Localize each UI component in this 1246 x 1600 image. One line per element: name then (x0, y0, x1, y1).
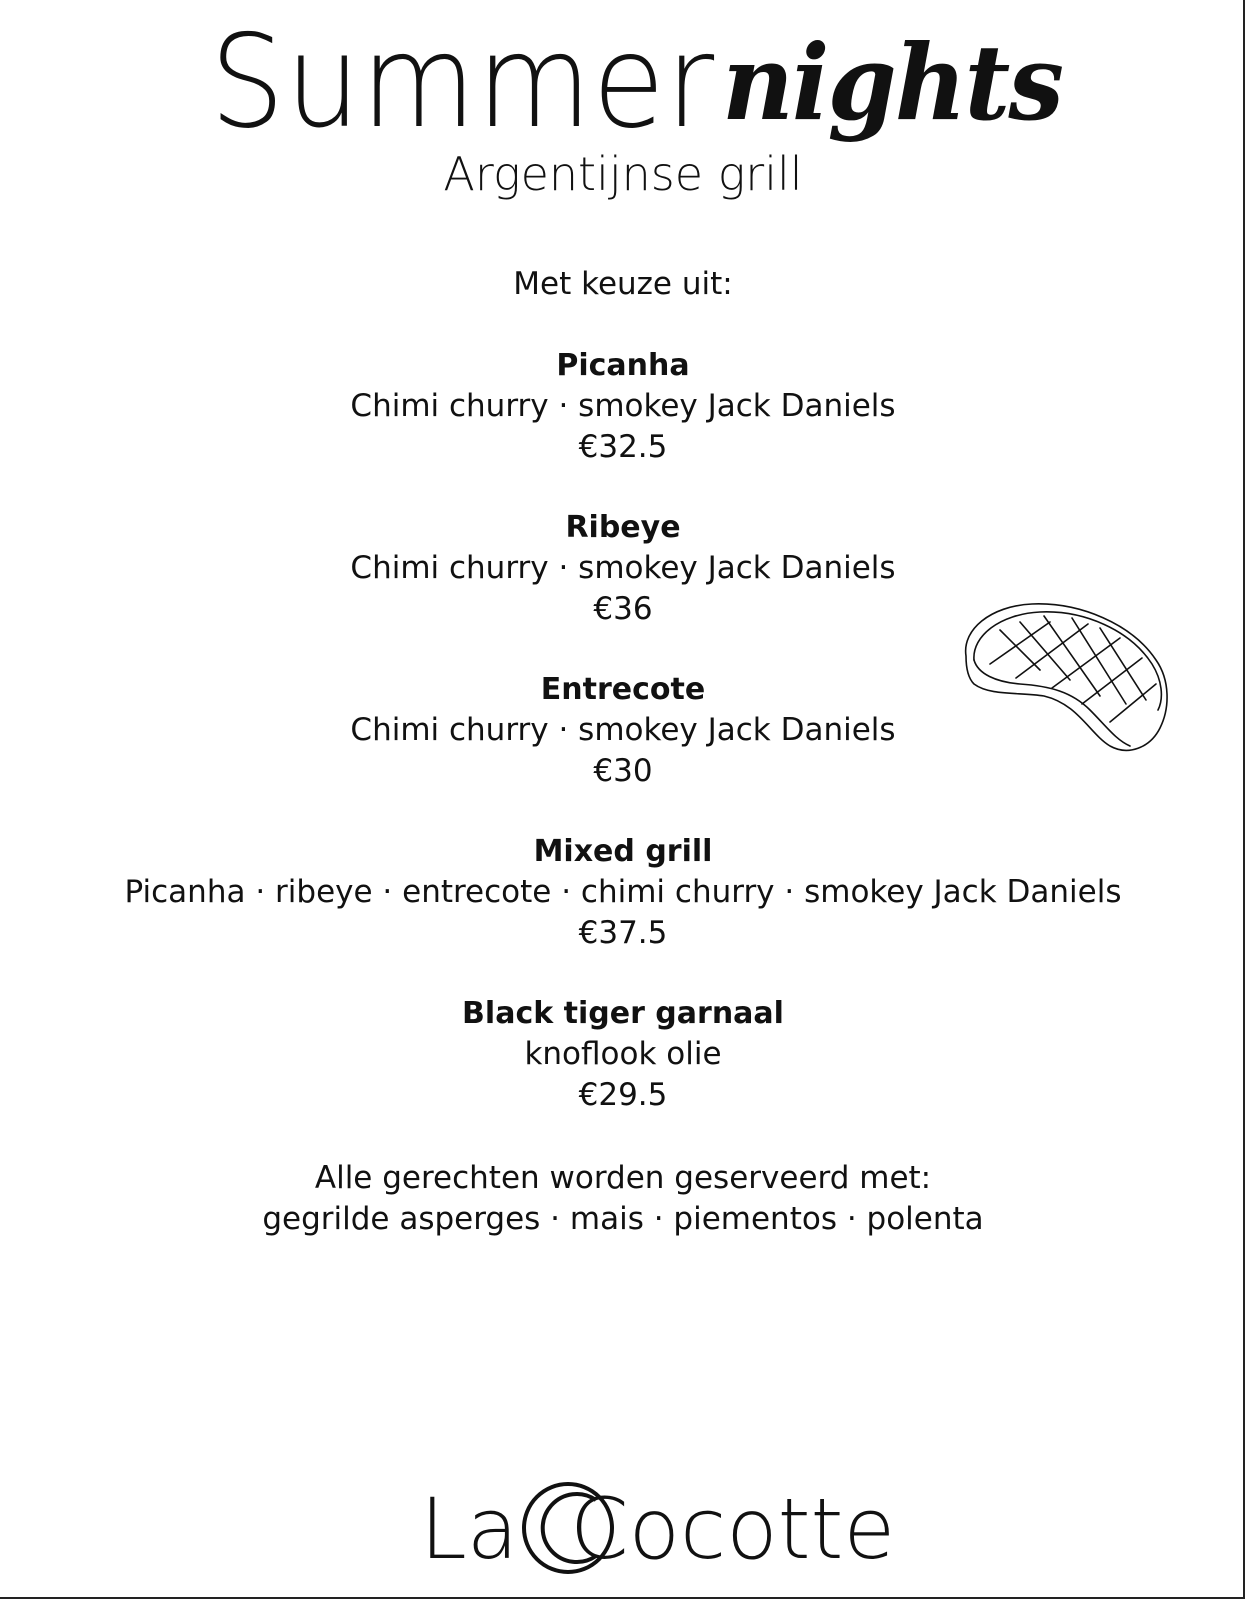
la-cocotte-logo (420, 1478, 896, 1578)
item-description: knoflook olie (524, 1036, 722, 1072)
item-name: Ribeye (565, 510, 681, 545)
grill-mark (1100, 628, 1146, 700)
item-price: €30 (593, 753, 653, 789)
choice-intro: Met keuze uit: (513, 266, 733, 302)
menu-item (0, 346, 1246, 508)
grill-mark (1020, 622, 1070, 680)
item-name: Entrecote (540, 672, 706, 707)
grill-mark (1044, 616, 1100, 696)
item-price: €36 (593, 591, 653, 627)
item-name: Picanha (556, 348, 690, 383)
item-price: €29.5 (578, 1077, 668, 1113)
steak-top-edge (974, 612, 1161, 710)
served-with-label: Alle gerechten worden geserveerd met: (314, 1160, 932, 1196)
steak-icon (960, 600, 1180, 760)
item-name: Mixed grill (533, 834, 713, 869)
item-description: Chimi churry · smokey Jack Daniels (350, 550, 896, 586)
title-main: Summer (210, 8, 716, 157)
menu-subtitle: Argentijnse grill (443, 147, 803, 201)
logo-text-cocotte: Cocotte (570, 1480, 896, 1578)
item-price: €32.5 (578, 429, 668, 465)
grill-mark (1052, 638, 1120, 688)
menu-title (0, 8, 1246, 158)
served-with-sides: gegrilde asperges · mais · piementos · polenta (262, 1201, 984, 1237)
item-name: Black tiger garnaal (462, 996, 784, 1031)
served-with-note (0, 1158, 1246, 1240)
logo-text-la: La (420, 1480, 519, 1578)
item-description: Picanha · ribeye · entrecote · chimi churry · smokey Jack Daniels (124, 874, 1122, 910)
item-description: Chimi churry · smokey Jack Daniels (350, 388, 896, 424)
menu-item (0, 994, 1246, 1156)
title-script: nights (721, 21, 1062, 144)
item-price: €37.5 (578, 915, 668, 951)
item-description: Chimi churry · smokey Jack Daniels (350, 712, 896, 748)
menu-item (0, 832, 1246, 994)
grill-mark (990, 622, 1050, 664)
